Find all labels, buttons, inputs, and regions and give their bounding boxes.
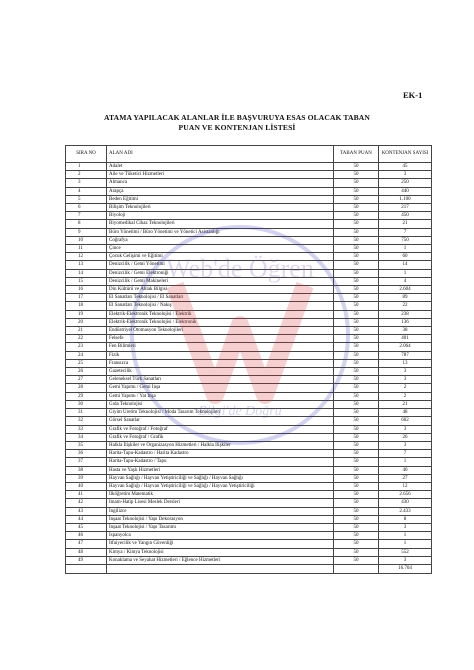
cell-sira-no: 44 <box>66 515 107 523</box>
table-row <box>66 179 432 187</box>
cell-sira-no: 36 <box>66 450 107 458</box>
cell-kontenjan: 1 <box>379 458 432 466</box>
cell-kontenjan: 8 <box>379 515 432 523</box>
cell-taban-puan: 50 <box>334 163 379 171</box>
cell-sira-no: 16 <box>66 286 107 294</box>
cell-taban-puan: 50 <box>334 392 379 400</box>
header-sira-no: SIRA NO <box>66 146 107 163</box>
cell-taban-puan: 50 <box>334 343 379 351</box>
cell-taban-puan: 50 <box>334 441 379 449</box>
cell-alan-adi: Fen Bilimleri <box>107 343 334 351</box>
cell-kontenjan: 552 <box>379 548 432 556</box>
cell-taban-puan: 50 <box>334 318 379 326</box>
cell-sira-no: 47 <box>66 540 107 548</box>
cell-alan-adi: Arapça <box>107 187 334 195</box>
table-row <box>66 507 432 515</box>
table-row <box>66 474 432 482</box>
table-row <box>66 376 432 384</box>
cell-sira-no: 18 <box>66 302 107 310</box>
table-row <box>66 310 432 318</box>
cell-taban-puan: 50 <box>334 409 379 417</box>
cell-alan-adi: Hasta ve Yaşlı Hizmetleri <box>107 466 334 474</box>
cell-alan-adi: Görsel Sanatlar <box>107 417 334 425</box>
table-row <box>66 466 432 474</box>
cell-sira-no: 40 <box>66 482 107 490</box>
table-row <box>66 392 432 400</box>
table-row <box>66 343 432 351</box>
table-row <box>66 277 432 285</box>
cell-kontenjan: 1 <box>379 269 432 277</box>
quota-table <box>65 145 432 574</box>
cell-taban-puan: 50 <box>334 261 379 269</box>
cell-alan-adi: Gemi Yapımı / Gemi İnşa <box>107 384 334 392</box>
cell-sira-no: 25 <box>66 359 107 367</box>
cell-sira-no: 46 <box>66 532 107 540</box>
cell-alan-adi: Denizcilik / Gemi Yönetimi <box>107 261 334 269</box>
cell-taban-puan: 50 <box>334 482 379 490</box>
cell-alan-adi: Fizik <box>107 351 334 359</box>
cell-taban-puan: 50 <box>334 187 379 195</box>
cell-taban-puan: 50 <box>334 376 379 384</box>
cell-taban-puan: 50 <box>334 474 379 482</box>
cell-sira-no: 21 <box>66 327 107 335</box>
cell-kontenjan: 21 <box>379 220 432 228</box>
cell-sira-no: 9 <box>66 228 107 236</box>
cell-kontenjan: 2.604 <box>379 286 432 294</box>
total-empty-no <box>66 564 107 573</box>
cell-kontenjan: 2 <box>379 384 432 392</box>
cell-taban-puan: 50 <box>334 466 379 474</box>
table-row <box>66 261 432 269</box>
cell-kontenjan: 14 <box>379 261 432 269</box>
table-row <box>66 286 432 294</box>
cell-taban-puan: 50 <box>334 507 379 515</box>
cell-sira-no: 20 <box>66 318 107 326</box>
cell-sira-no: 15 <box>66 277 107 285</box>
cell-sira-no: 13 <box>66 261 107 269</box>
cell-taban-puan: 50 <box>334 327 379 335</box>
cell-sira-no: 38 <box>66 466 107 474</box>
table-row <box>66 245 432 253</box>
cell-taban-puan: 50 <box>334 195 379 203</box>
cell-taban-puan: 50 <box>334 277 379 285</box>
cell-alan-adi: Din Kültürü ve Ahlak Bilgisi <box>107 286 334 294</box>
cell-kontenjan: 60 <box>379 253 432 261</box>
cell-alan-adi: İmam-Hatip Lisesi Meslek Dersleri <box>107 499 334 507</box>
table-row <box>66 368 432 376</box>
cell-alan-adi: Elektrik-Elektronik Teknolojisi / Elektrik <box>107 310 334 318</box>
cell-kontenjan: 27 <box>379 474 432 482</box>
cell-taban-puan: 50 <box>334 499 379 507</box>
cell-taban-puan: 50 <box>334 294 379 302</box>
header-alan-adi: ALAN ADI <box>107 146 334 163</box>
table-row <box>66 417 432 425</box>
cell-taban-puan: 50 <box>334 515 379 523</box>
cell-taban-puan: 50 <box>334 433 379 441</box>
total-row <box>66 564 432 573</box>
cell-sira-no: 29 <box>66 392 107 400</box>
table-row <box>66 450 432 458</box>
cell-sira-no: 37 <box>66 458 107 466</box>
table-row <box>66 400 432 408</box>
cell-alan-adi: Denizcilik / Gemi Makineleri <box>107 277 334 285</box>
table-row <box>66 433 432 441</box>
cell-alan-adi: İngilizce <box>107 507 334 515</box>
cell-kontenjan: 1 <box>379 245 432 253</box>
cell-taban-puan: 50 <box>334 204 379 212</box>
cell-kontenjan: 1 <box>379 540 432 548</box>
cell-kontenjan: 2.433 <box>379 507 432 515</box>
cell-alan-adi: Çocuk Gelişimi ve Eğitimi <box>107 253 334 261</box>
cell-kontenjan: 4 <box>379 277 432 285</box>
cell-kontenjan: 3 <box>379 171 432 179</box>
table-row <box>66 269 432 277</box>
cell-kontenjan: 38 <box>379 327 432 335</box>
cell-alan-adi: El Sanatları Teknolojisi / El Sanatları <box>107 294 334 302</box>
cell-kontenjan: 450 <box>379 212 432 220</box>
table-row <box>66 499 432 507</box>
cell-sira-no: 19 <box>66 310 107 318</box>
table-row <box>66 384 432 392</box>
cell-kontenjan: 3 <box>379 523 432 531</box>
cell-kontenjan: 1.100 <box>379 195 432 203</box>
cell-kontenjan: 136 <box>379 318 432 326</box>
cell-kontenjan: 40 <box>379 466 432 474</box>
table-row <box>66 458 432 466</box>
cell-sira-no: 12 <box>66 253 107 261</box>
cell-alan-adi: Denizcilik / Gemi Elektroniği <box>107 269 334 277</box>
table-row <box>66 441 432 449</box>
cell-kontenjan: 3 <box>379 368 432 376</box>
table-row <box>66 253 432 261</box>
cell-alan-adi: Büro Yönetimi / Büro Yönetimi ve Yönetici Asistanlığı <box>107 228 334 236</box>
table-row <box>66 548 432 556</box>
cell-taban-puan: 50 <box>334 368 379 376</box>
table-row <box>66 532 432 540</box>
cell-alan-adi: Hayvan Sağlığı / Hayvan Yetiştiriciliği ve Sağlığı / Hayvan Yetiştiriciliği <box>107 482 334 490</box>
cell-sira-no: 43 <box>66 507 107 515</box>
cell-kontenjan: 750 <box>379 236 432 244</box>
table-row <box>66 187 432 195</box>
cell-kontenjan: 401 <box>379 335 432 343</box>
cell-kontenjan: 3 <box>379 556 432 564</box>
total-value: 16.704 <box>379 564 432 573</box>
cell-sira-no: 24 <box>66 351 107 359</box>
cell-alan-adi: Halkla İlişkiler ve Organizasyon Hizmetleri / Halkla İlişkiler <box>107 441 334 449</box>
cell-sira-no: 32 <box>66 417 107 425</box>
cell-alan-adi: İlköğretim Matematik <box>107 491 334 499</box>
cell-alan-adi: Grafik ve Fotoğraf / Fotoğraf <box>107 425 334 433</box>
cell-taban-puan: 50 <box>334 425 379 433</box>
cell-kontenjan: 7 <box>379 450 432 458</box>
cell-sira-no: 48 <box>66 548 107 556</box>
cell-taban-puan: 50 <box>334 220 379 228</box>
cell-alan-adi: İnşaat Teknolojisi / Yapı Dekorasyon <box>107 515 334 523</box>
cell-kontenjan: 250 <box>379 179 432 187</box>
cell-sira-no: 8 <box>66 220 107 228</box>
cell-sira-no: 39 <box>66 474 107 482</box>
cell-alan-adi: Beden Eğitimi <box>107 195 334 203</box>
cell-taban-puan: 50 <box>334 523 379 531</box>
cell-kontenjan: 430 <box>379 499 432 507</box>
table-row <box>66 220 432 228</box>
table-row <box>66 351 432 359</box>
cell-kontenjan: 3 <box>379 376 432 384</box>
cell-kontenjan: 217 <box>379 204 432 212</box>
cell-sira-no: 23 <box>66 343 107 351</box>
cell-alan-adi: Bilişim Teknolojileri <box>107 204 334 212</box>
cell-sira-no: 26 <box>66 368 107 376</box>
cell-sira-no: 1 <box>66 163 107 171</box>
cell-sira-no: 5 <box>66 195 107 203</box>
cell-kontenjan: 3 <box>379 425 432 433</box>
cell-kontenjan: 3 <box>379 441 432 449</box>
cell-alan-adi: Almanca <box>107 179 334 187</box>
cell-taban-puan: 50 <box>334 351 379 359</box>
cell-sira-no: 45 <box>66 523 107 531</box>
cell-alan-adi: Gıda Teknolojisi <box>107 400 334 408</box>
cell-kontenjan: 12 <box>379 482 432 490</box>
cell-alan-adi: Coğrafya <box>107 236 334 244</box>
table-row <box>66 171 432 179</box>
cell-kontenjan: 13 <box>379 359 432 367</box>
cell-taban-puan: 50 <box>334 245 379 253</box>
cell-sira-no: 27 <box>66 376 107 384</box>
document-title-line2: PUAN VE KONTENJAN LİSTESİ <box>178 123 296 132</box>
cell-alan-adi: Konaklama ve Seyahat Hizmetleri / Eğlence Hizmetleri <box>107 556 334 564</box>
cell-sira-no: 35 <box>66 441 107 449</box>
cell-alan-adi: Adalet <box>107 163 334 171</box>
cell-alan-adi: Felsefe <box>107 335 334 343</box>
cell-sira-no: 30 <box>66 400 107 408</box>
cell-taban-puan: 50 <box>334 269 379 277</box>
cell-taban-puan: 50 <box>334 532 379 540</box>
cell-alan-adi: Biyoloji <box>107 212 334 220</box>
cell-alan-adi: İtfaiyecilik ve Yangın Güvenliği <box>107 540 334 548</box>
cell-taban-puan: 50 <box>334 548 379 556</box>
table-row <box>66 409 432 417</box>
cell-kontenjan: 1 <box>379 532 432 540</box>
cell-sira-no: 14 <box>66 269 107 277</box>
cell-taban-puan: 50 <box>334 450 379 458</box>
cell-taban-puan: 50 <box>334 236 379 244</box>
table-row <box>66 523 432 531</box>
cell-sira-no: 6 <box>66 204 107 212</box>
table-row <box>66 236 432 244</box>
cell-sira-no: 33 <box>66 425 107 433</box>
cell-taban-puan: 50 <box>334 286 379 294</box>
table-row <box>66 327 432 335</box>
cell-sira-no: 10 <box>66 236 107 244</box>
table-header-row <box>66 146 432 163</box>
table-row <box>66 228 432 236</box>
table-row <box>66 195 432 203</box>
cell-alan-adi: Kimya / Kimya Teknolojisi <box>107 548 334 556</box>
cell-taban-puan: 50 <box>334 359 379 367</box>
cell-alan-adi: İnşaat Teknolojisi / Yapı Tasarımı <box>107 523 334 531</box>
table-row <box>66 302 432 310</box>
cell-alan-adi: Geleneksel Türk Sanatları <box>107 376 334 384</box>
cell-alan-adi: El Sanatları Teknolojisi / Nakış <box>107 302 334 310</box>
cell-alan-adi: İspanyolca <box>107 532 334 540</box>
table-row <box>66 425 432 433</box>
header-kontenjan: KONTENJAN SAYISI <box>379 146 432 163</box>
cell-kontenjan: 602 <box>379 417 432 425</box>
total-empty-name <box>107 564 334 573</box>
watermark-text-sub: Bilgi'de Doğru <box>198 404 282 419</box>
cell-kontenjan: 26 <box>379 433 432 441</box>
table-row <box>66 515 432 523</box>
cell-taban-puan: 50 <box>334 417 379 425</box>
table-row <box>66 163 432 171</box>
cell-alan-adi: Aile ve Tüketici Hizmetleri <box>107 171 334 179</box>
cell-kontenjan: 2.064 <box>379 343 432 351</box>
cell-alan-adi: Elektrik-Elektronik Teknolojisi / Elektronik <box>107 318 334 326</box>
cell-sira-no: 17 <box>66 294 107 302</box>
cell-alan-adi: Hayvan Sağlığı / Hayvan Yetiştiriciliği ve Sağlığı / Hayvan Sağlığı <box>107 474 334 482</box>
table-row <box>66 540 432 548</box>
table-row <box>66 556 432 564</box>
cell-sira-no: 7 <box>66 212 107 220</box>
cell-sira-no: 11 <box>66 245 107 253</box>
cell-kontenjan: 48 <box>379 409 432 417</box>
table-row <box>66 359 432 367</box>
cell-taban-puan: 50 <box>334 212 379 220</box>
cell-kontenjan: 238 <box>379 310 432 318</box>
watermark-text-main: Web'de Öğren <box>166 254 314 283</box>
cell-sira-no: 34 <box>66 433 107 441</box>
table-row <box>66 294 432 302</box>
cell-taban-puan: 50 <box>334 400 379 408</box>
cell-alan-adi: Gemi Yapımı / Yat İnşa <box>107 392 334 400</box>
cell-sira-no: 28 <box>66 384 107 392</box>
cell-sira-no: 4 <box>66 187 107 195</box>
header-taban-puan: TABAN PUAN <box>334 146 379 163</box>
cell-taban-puan: 50 <box>334 310 379 318</box>
cell-taban-puan: 50 <box>334 228 379 236</box>
cell-taban-puan: 50 <box>334 335 379 343</box>
total-empty-taban <box>334 564 379 573</box>
table-row <box>66 335 432 343</box>
cell-taban-puan: 50 <box>334 302 379 310</box>
cell-alan-adi: Endüstriyel Otomasyon Teknolojileri <box>107 327 334 335</box>
cell-kontenjan: 2.656 <box>379 491 432 499</box>
cell-kontenjan: 2 <box>379 392 432 400</box>
cell-sira-no: 22 <box>66 335 107 343</box>
cell-alan-adi: Gazetecilik <box>107 368 334 376</box>
cell-kontenjan: 787 <box>379 351 432 359</box>
cell-taban-puan: 50 <box>334 253 379 261</box>
cell-taban-puan: 50 <box>334 171 379 179</box>
cell-sira-no: 42 <box>66 499 107 507</box>
cell-taban-puan: 50 <box>334 556 379 564</box>
cell-sira-no: 3 <box>66 179 107 187</box>
cell-alan-adi: Biyomedikal Cihaz Teknolojileri <box>107 220 334 228</box>
annex-label: EK-1 <box>403 90 423 100</box>
cell-taban-puan: 50 <box>334 458 379 466</box>
document-title-line1: ATAMA YAPILACAK ALANLAR İLE BAŞVURUYA ESAS OLACAK TABAN <box>104 113 370 122</box>
cell-taban-puan: 50 <box>334 540 379 548</box>
cell-alan-adi: Harita-Tapu-Kadastro / Tapu <box>107 458 334 466</box>
table-row <box>66 491 432 499</box>
cell-taban-puan: 50 <box>334 491 379 499</box>
cell-kontenjan: 89 <box>379 294 432 302</box>
table-row <box>66 204 432 212</box>
table-row <box>66 212 432 220</box>
cell-alan-adi: Giyim Üretim Teknolojisi / Moda Tasarım Teknolojileri <box>107 409 334 417</box>
cell-kontenjan: 440 <box>379 187 432 195</box>
cell-sira-no: 49 <box>66 556 107 564</box>
cell-kontenjan: 45 <box>379 163 432 171</box>
cell-alan-adi: Çince <box>107 245 334 253</box>
cell-taban-puan: 50 <box>334 179 379 187</box>
cell-kontenjan: 7 <box>379 228 432 236</box>
cell-sira-no: 41 <box>66 491 107 499</box>
cell-kontenjan: 21 <box>379 400 432 408</box>
cell-alan-adi: Fransızca <box>107 359 334 367</box>
table-row <box>66 482 432 490</box>
cell-kontenjan: 22 <box>379 302 432 310</box>
cell-taban-puan: 50 <box>334 384 379 392</box>
cell-alan-adi: Grafik ve Fotoğraf / Grafik <box>107 433 334 441</box>
table-row <box>66 318 432 326</box>
cell-sira-no: 2 <box>66 171 107 179</box>
cell-alan-adi: Harita-Tapu-Kadastro / Harita Kadastro <box>107 450 334 458</box>
cell-sira-no: 31 <box>66 409 107 417</box>
